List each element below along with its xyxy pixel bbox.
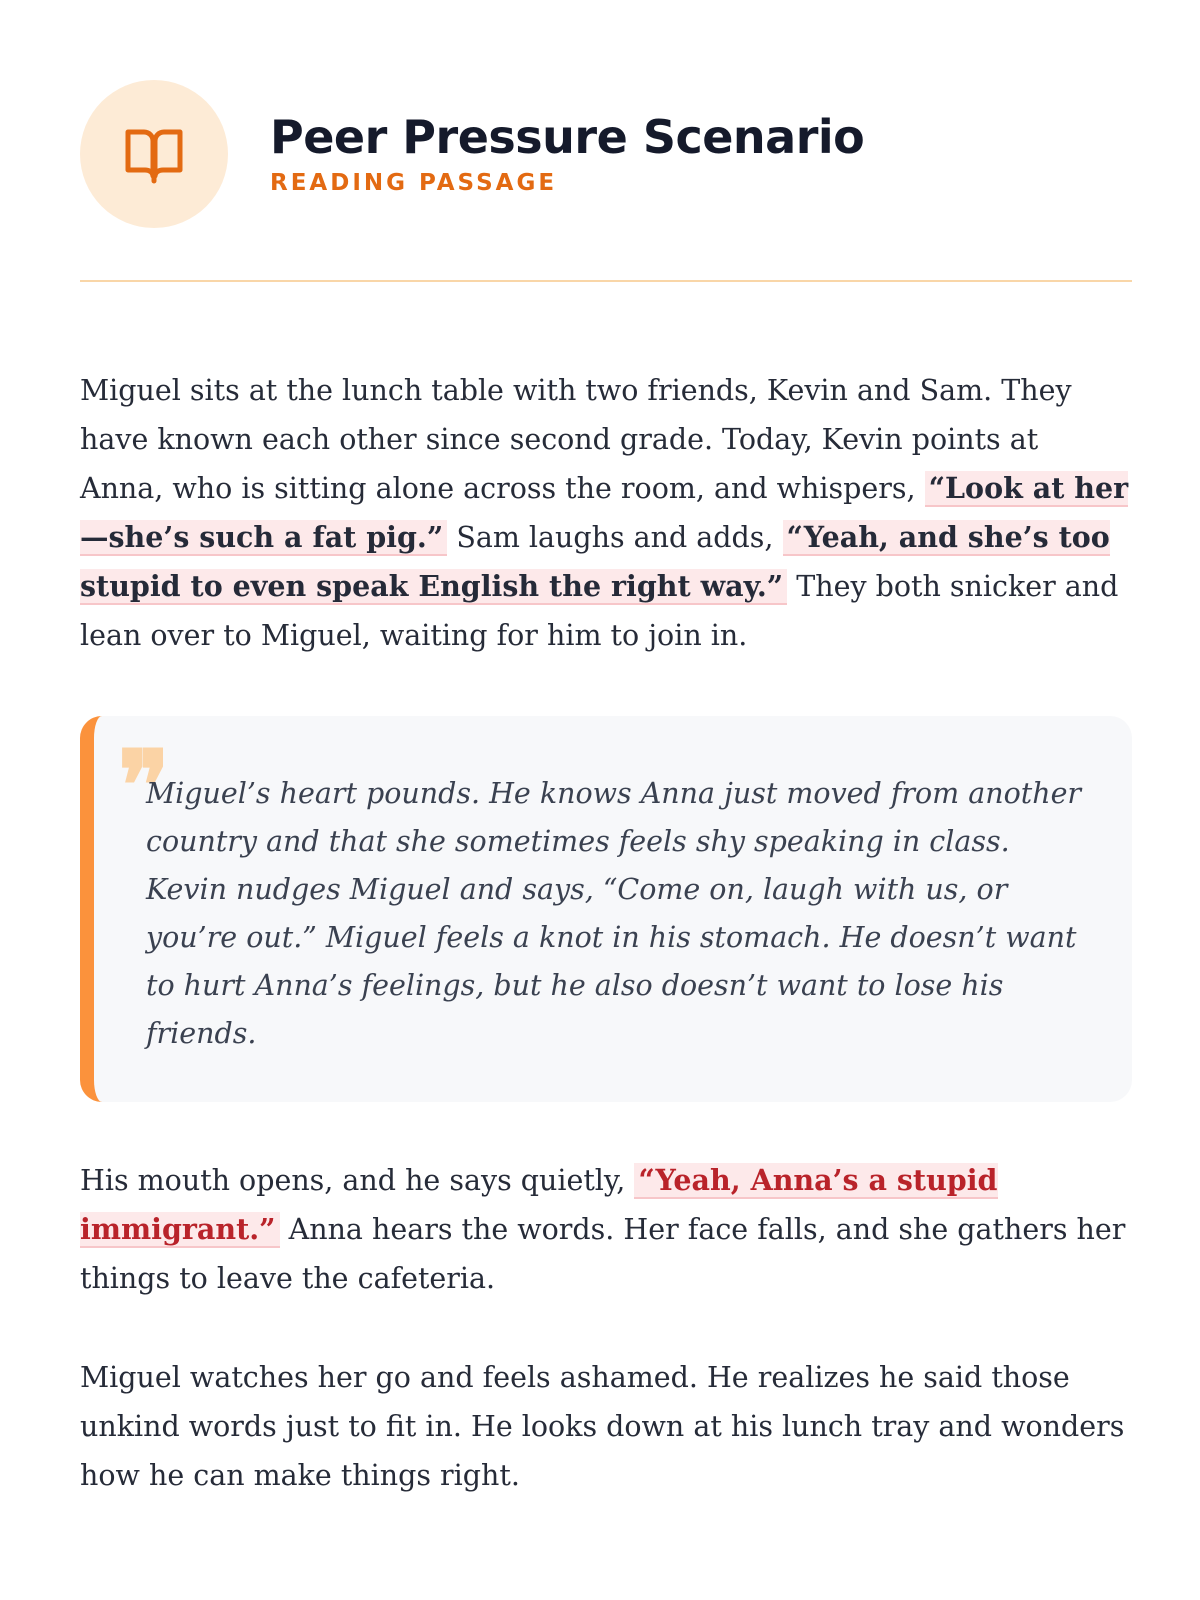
- page-subtitle: READING PASSAGE: [270, 170, 558, 197]
- paragraph-3: [80, 1156, 1130, 1303]
- paragraph-1: [80, 366, 1130, 660]
- paragraph-4: Miguel watches her go and feels ashamed. He realizes he said those unkind words just to fit in. He looks down at his lunch tray and wonders how he can make things right.: [80, 1361, 1125, 1492]
- blockquote: [80, 716, 1132, 1102]
- p1-intro: Miguel sits at the lunch table with two friends, Kevin and Sam. They have known each other since second grade. Today, Kevin points at Anna, who is sitting alone across the room, and whispers,: [80, 374, 1072, 505]
- header: [80, 80, 1130, 228]
- quote-mark-icon: ❞: [118, 729, 170, 842]
- highlighted-quote-miguel: “Yeah, Anna’s a stupid immigrant.”: [80, 1163, 998, 1246]
- icon-badge: [80, 80, 228, 228]
- header-divider: [80, 280, 1132, 282]
- p3-intro: His mouth opens, and he says quietly,: [80, 1164, 626, 1197]
- highlighted-quote-sam: “Yeah, and she’s too stupid to even speak English the right way.”: [80, 520, 1110, 603]
- title-block: [270, 109, 865, 197]
- p1-mid: Sam laughs and adds,: [456, 521, 774, 554]
- book-open-icon: [122, 124, 186, 184]
- page-title: Peer Pressure Scenario: [270, 109, 865, 164]
- reading-card: [80, 80, 1130, 1500]
- blockquote-text: Miguel’s heart pounds. He knows Anna just moved from another country and that she sometimes feels shy speaking in class. Kevin nudges Miguel and says, “Come on, laugh with us, or you’re out.” Miguel feels a knot in his stomach. He doesn’t want to hurt Anna’s feelings, but he also doesn’t want to lose his friends.: [146, 777, 1082, 1050]
- p3-end: Anna hears the words. Her face falls, and she gathers her things to leave the cafeteria.: [80, 1213, 1126, 1295]
- p1-end: They both snicker and lean over to Miguel, waiting for him to join in.: [80, 570, 1119, 652]
- highlighted-quote-kevin: “Look at her—she’s such a fat pig.”: [80, 471, 1129, 554]
